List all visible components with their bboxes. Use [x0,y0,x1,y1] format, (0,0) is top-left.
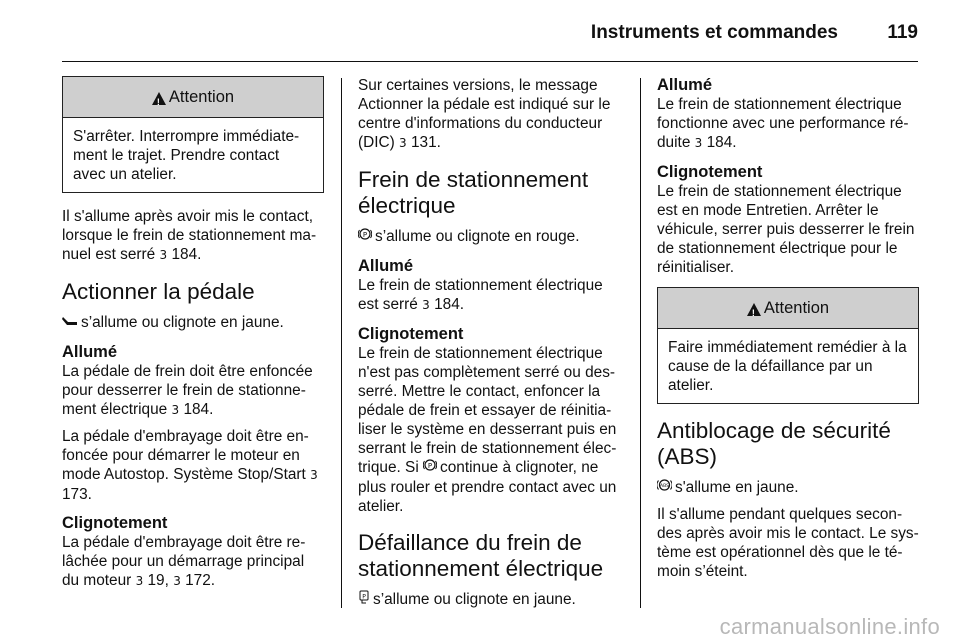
paragraph: s’allume ou clignote en jaune. [62,313,324,333]
section-title: Défaillance du frein de stationnement électrique [358,530,604,581]
paragraph: Le frein de stationnement électrique est en mode Entretien. Arrêter le véhicule, serrer puis desserrer le frein de stationnement électrique pour le réinitialiser. [657,183,915,276]
column-3 [657,76,919,588]
header-title: Instruments et commandes [590,22,838,43]
page-ref-icon: 3 [422,298,430,312]
attention-header [658,288,918,329]
column-1 [62,76,324,598]
page-ref-icon: 3 [399,136,407,150]
attention-header [63,77,323,118]
page-ref-icon: 3 [159,248,168,262]
attention-text: Faire immédiatement remédier à la cause de la défaillance par un atelier. [668,339,907,394]
paragraph: Le frein de stationnement électrique fonctionne avec une performance ré-duite 3 184. [657,96,909,151]
section-title: Antiblocage de sécurité (ABS) [657,418,891,469]
page-ref-icon: 3 [135,574,144,588]
column-2 [358,76,622,617]
svg-text:ABS: ABS [660,484,669,489]
svg-text:P: P [362,231,368,239]
parking-fault-icon [358,590,370,610]
pedal-icon [62,314,78,333]
subsection-title: Allumé [358,257,414,275]
attention-title: Attention [168,87,235,106]
svg-text:P: P [427,462,433,470]
subsection-title: Allumé [657,76,713,94]
paragraph: La pédale d'embrayage doit être re-lâchée pour un démarrage principal du moteur 3 19, 3 172. [62,534,306,589]
paragraph: La pédale d'embrayage doit être en-foncée pour démarrer le moteur en mode Autostop. Système Stop/Start 3 173. [62,428,318,503]
watermark: carmanualsonline.info [719,614,940,639]
page-header [0,0,960,62]
paragraph: Le frein de stationnement électrique est serré 3 184. [358,277,603,313]
paragraph: La pédale de frein doit être enfoncée pour desserrer le frein de stationne-ment électrique 3 184. [62,363,313,418]
paragraph: P s’allume ou clignote en rouge. [358,227,622,247]
paragraph: ABS s'allume en jaune. [657,478,919,498]
attention-box [62,76,324,193]
paragraph: Sur certaines versions, le message Actionner la pédale est indiqué sur le centre d'informations du conducteur (DIC) 3 131. [358,77,611,151]
paragraph: Il s'allume après avoir mis le contact, lorsque le frein de stationnement ma-nuel est serré 3 184. [62,208,317,263]
page-ref-icon: 3 [310,468,318,482]
parking-brake-icon [423,458,437,478]
page-ref-icon: 3 [171,403,180,417]
subsection-title: Clignotement [62,514,168,532]
paragraph: Il s'allume pendant quelques secon-des après avoir mis le contact. Le sys-tème est opérationnel dès que le té-moin s’éteint. [657,506,919,580]
section-title: Frein de stationnement électrique [358,167,589,218]
parking-brake-icon [358,227,372,247]
paragraph: Le frein de stationnement électrique n'est pas complètement serré ou des-serré. Mettre le contact, enfoncer la pédale de frein et essayer de réinitia-liser le système en desserrant puis en serrant le frein de stationnement élec-trique. Si P continue à clignoter, ne plus rouler et prendre contact avec un atelier. [358,345,617,515]
attention-text: S'arrêter. Interrompre immédiate-ment le trajet. Prendre contact avec un atelier. [73,128,300,183]
page-number: 119 [887,22,918,43]
column-divider [341,78,342,608]
warning-triangle-icon [152,92,166,105]
warning-triangle-icon [747,303,761,316]
section-title: Actionner la pédale [62,279,255,304]
subsection-title: Clignotement [358,325,464,343]
column-divider [640,78,641,608]
subsection-title: Allumé [62,343,118,361]
paragraph: P s’allume ou clignote en jaune. [358,590,622,610]
abs-icon [657,478,672,498]
subsection-title: Clignotement [657,163,763,181]
attention-title: Attention [763,298,830,317]
header-rule [62,61,918,62]
page-ref-icon: 3 [173,574,181,588]
page-ref-icon: 3 [694,136,703,150]
svg-text:P: P [362,593,366,601]
attention-box [657,287,919,404]
